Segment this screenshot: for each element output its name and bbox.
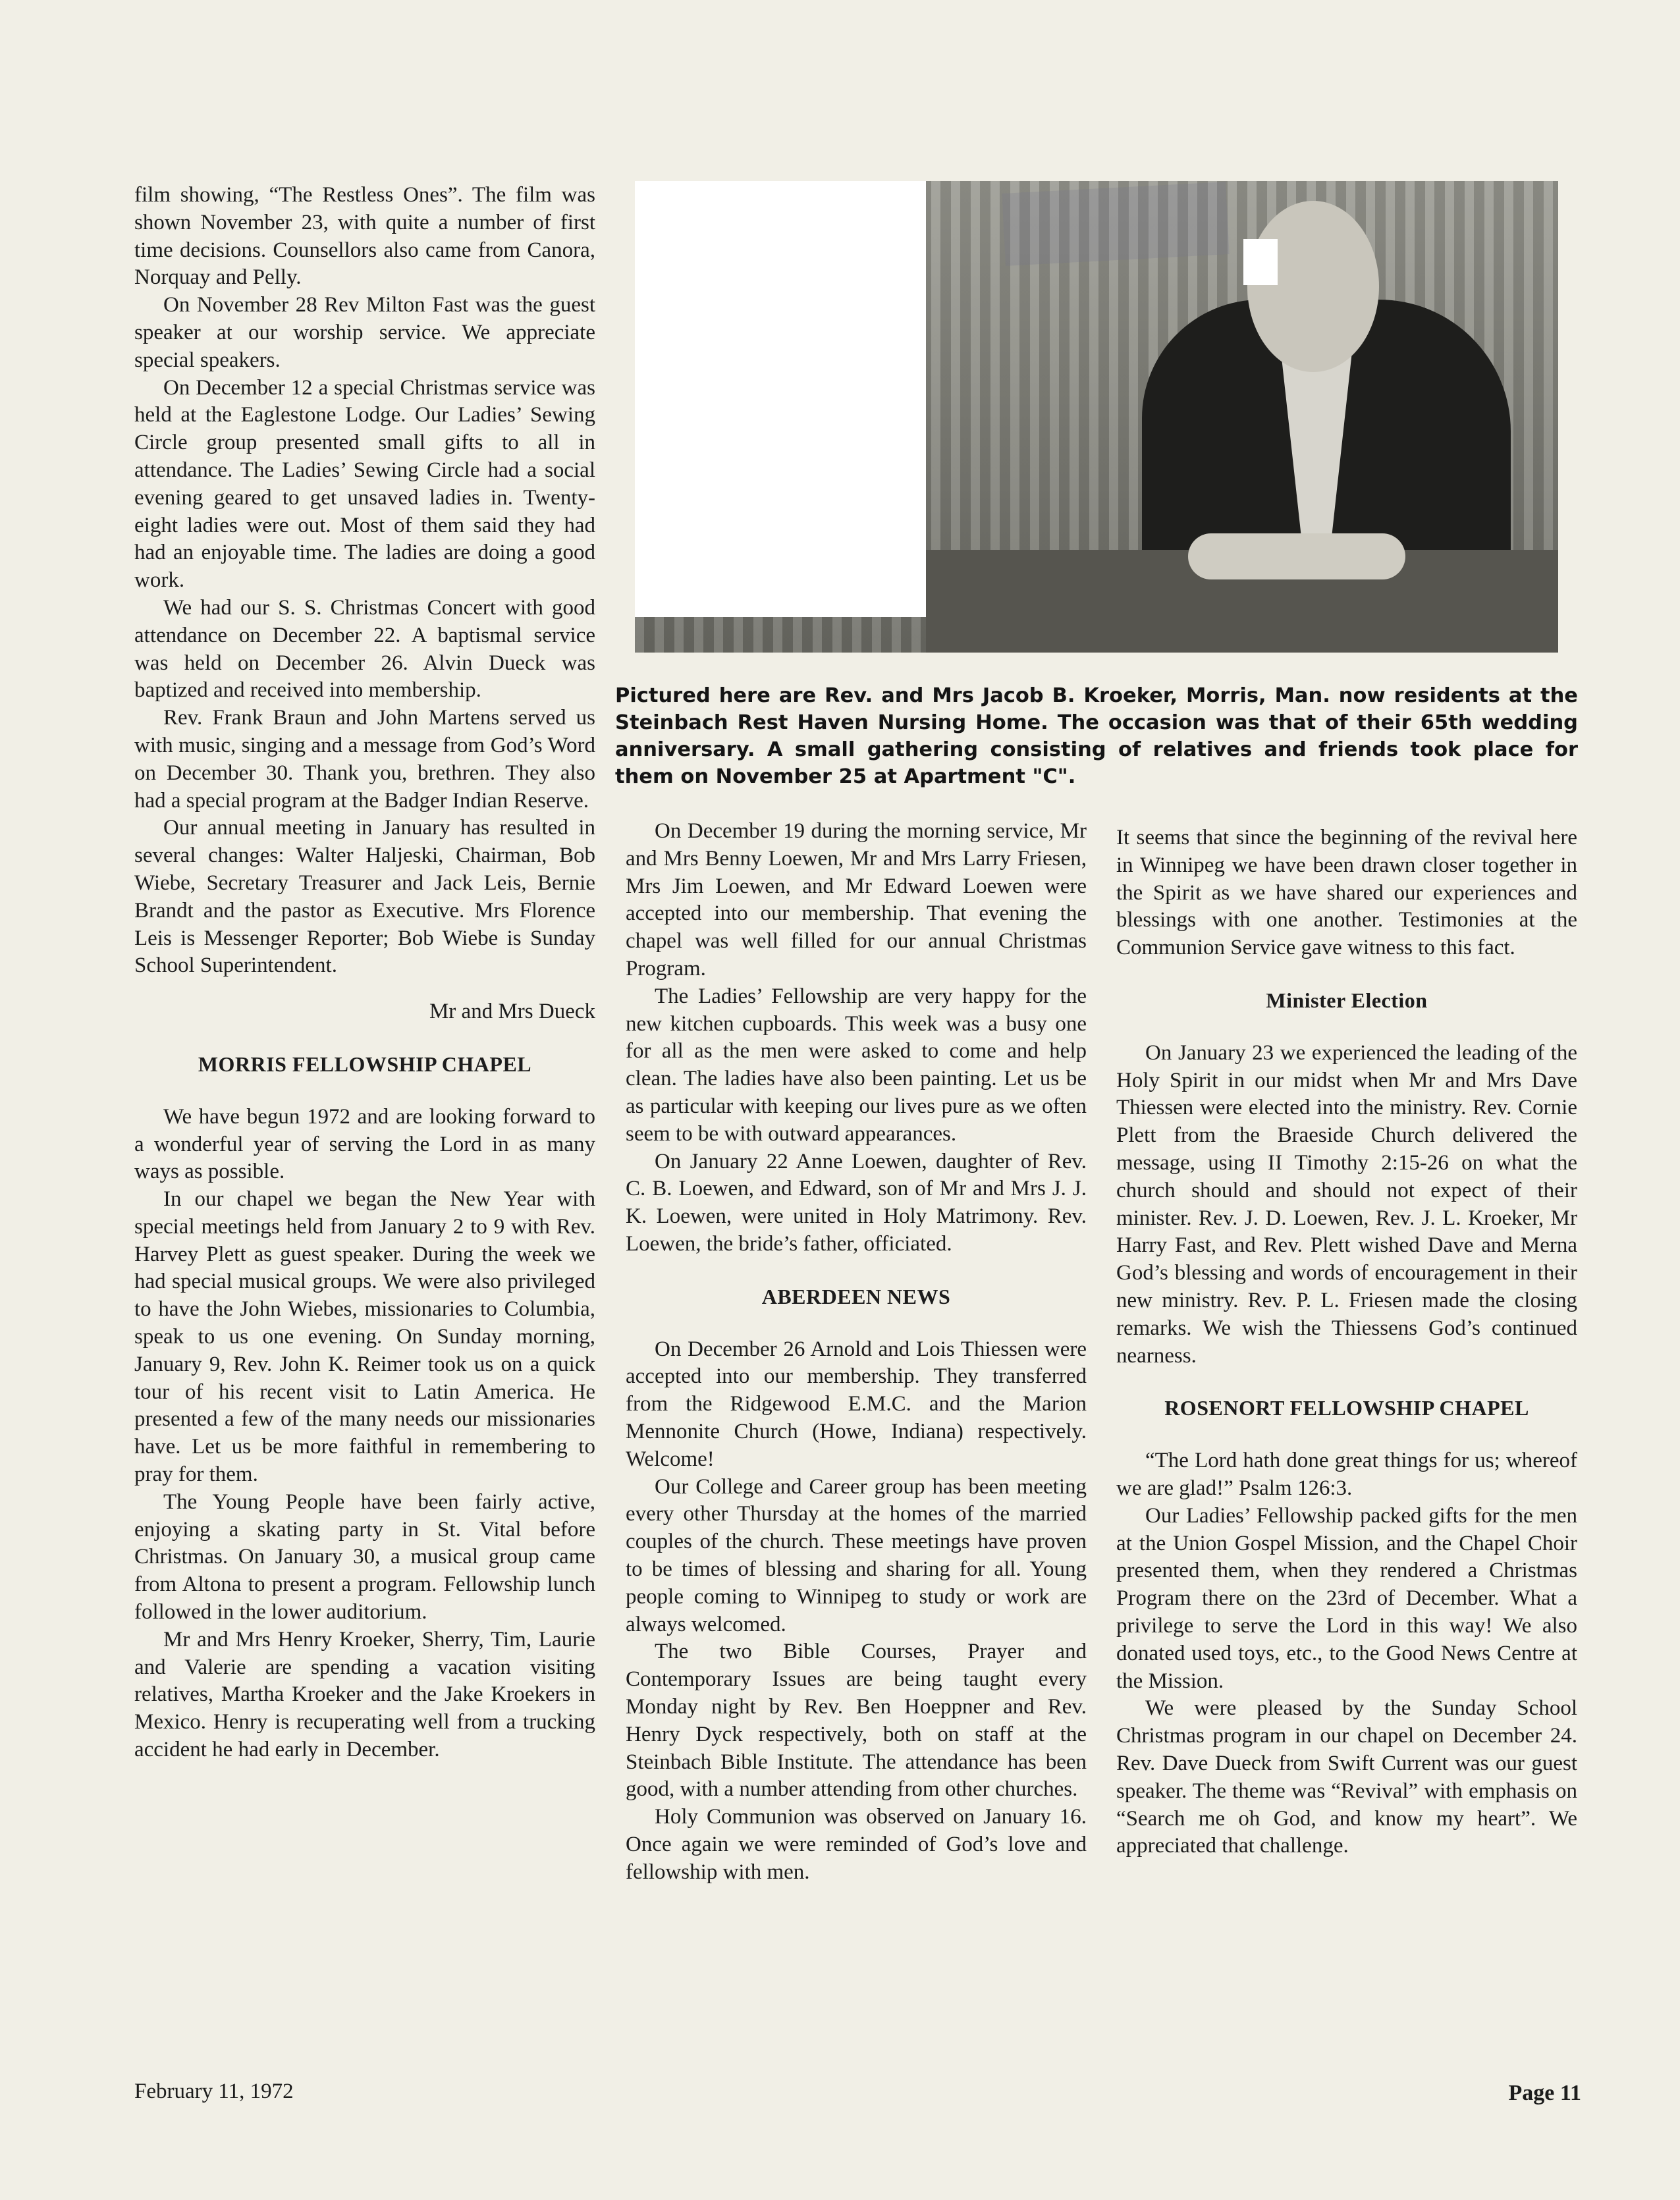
column-2 bbox=[626, 818, 1087, 1886]
paragraph: On December 12 a special Christmas service was held at the Eaglestone Lodge. Our Ladies’ Sewing Circle group presented small gifts to all in attendance. The Ladies’ Sewing Circle had a social evening geared to get unsaved ladies in. Twenty-eight ladies were out. Most of them said they had had an enjoyable time. The ladies are doing a good work. bbox=[134, 375, 595, 593]
paragraph: “The Lord hath done great things for us; whereof we are glad!” Psalm 126:3. bbox=[1116, 1449, 1577, 1500]
paragraph: The Ladies’ Fellowship are very happy for the new kitchen cupboards. This week was a busy one for all as the men were asked to come and help clean. The ladies have also been painting. Let us be as particular with keeping our lives pure as we often seem to be with outward appearances. bbox=[626, 984, 1087, 1146]
photo-man-head bbox=[1247, 201, 1379, 372]
page-number: Page 11 bbox=[1508, 2081, 1581, 2105]
paragraph: On January 22 Anne Loewen, daughter of Rev. C. B. Loewen, and Edward, son of Mr and Mrs J. J. K. Loewen, were united in Holy Matrimony. Rev. Loewen, the bride’s father, officiated. bbox=[626, 1149, 1087, 1256]
paragraph: We had our S. S. Christmas Concert with good attendance on December 22. A baptismal service was held on December 26. Alvin Dueck was baptized and received into membership. bbox=[134, 595, 595, 703]
column-3 bbox=[1116, 824, 1577, 1860]
paragraph: Rev. Frank Braun and John Martens served us with music, singing and a message from God’s Word on December 30. Thank you, brethren. They also had a special program at the Badger Indian Reserve. bbox=[134, 706, 595, 813]
paragraph: We have begun 1972 and are looking forward to a wonderful year of serving the Lord in as many ways as possible. bbox=[134, 1104, 595, 1184]
photo-redacted-area bbox=[635, 181, 926, 617]
paragraph: In our chapel we began the New Year with special meetings held from January 2 to 9 with Rev. Harvey Plett as guest speaker. During the week we had special musical groups. We were also privileged to have the John Wiebes, missionaries to Columbia, speak to us one evening. On Sunday morning, January 9, Rev. John K. Reimer took us on a quick tour of his recent visit to Latin America. He presented a few of the many needs our missionaries have. Let us be more faithful in remembering to pray for them. bbox=[134, 1187, 595, 1487]
paragraph: On November 28 Rev Milton Fast was the guest speaker at our worship service. We appreciate special speakers. bbox=[134, 293, 595, 372]
paragraph: We were pleased by the Sunday School Christmas program in our chapel on December 24. Rev. Dave Dueck from Swift Current was our guest speaker. The theme was “Revival” with emphasis on “Search me oh God, and know my heart”. We appreciated that challenge. bbox=[1116, 1696, 1577, 1858]
photo-man-hands bbox=[1188, 533, 1405, 579]
paragraph: Holy Communion was observed on January 16. Once again we were reminded of God’s love and fellowship with men. bbox=[626, 1805, 1087, 1884]
paragraph: On December 26 Arnold and Lois Thiessen were accepted into our membership. They transferred from the Ridgewood E.M.C. and the Marion Mennonite Church (Howe, Indiana) respectively. Welcome! bbox=[626, 1337, 1087, 1471]
author-signature: Mr and Mrs Dueck bbox=[429, 1000, 595, 1024]
paragraph: On December 19 during the morning service, Mr and Mrs Benny Loewen, Mr and Mrs Larry Friesen, Mrs Jim Loewen, and Mr Edward Loewen were accepted into our membership. That evening the chapel was well filled for our annual Christmas Program. bbox=[626, 819, 1087, 980]
paragraph: Our annual meeting in January has resulted in several changes: Walter Haljeski, Chairman, Bob Wiebe, Secretary Treasurer and Jack Leis, Bernie Brandt and the pastor as Executive. Mrs Florence Leis is Messenger Reporter; Bob Wiebe is Sunday School Superintendent. bbox=[134, 816, 595, 978]
paragraph: The Young People have been fairly active, enjoying a skating party in St. Vital before Christmas. On January 30, a musical group came from Altona to present a program. Fellowship lunch followed in the lower auditorium. bbox=[134, 1489, 595, 1624]
anniversary-photo bbox=[635, 181, 1558, 653]
paragraph: The two Bible Courses, Prayer and Contemporary Issues are being taught every Monday night by Rev. Ben Hoeppner and Rev. Henry Dyck respectively, both on staff at the Steinbach Bible Institute. The attendance has been good, with a number attending from other churches. bbox=[626, 1640, 1087, 1802]
section-heading-rosenort: ROSENORT FELLOWSHIP CHAPEL bbox=[1164, 1396, 1529, 1420]
section-heading-aberdeen: ABERDEEN NEWS bbox=[761, 1284, 951, 1308]
paragraph: It seems that since the beginning of the revival here in Winnipeg we have been drawn closer together in the Spirit as we have shared our experiences and blessings with one another. Testimonies at the Communion Service gave witness to this fact. bbox=[1116, 826, 1577, 960]
section-heading-minister-election: Minister Election bbox=[1266, 988, 1428, 1012]
paragraph: film showing, “The Restless Ones”. The film was shown November 23, with quite a number of first time decisions. Counsellors also came from Canora, Norquay and Pelly. bbox=[134, 183, 595, 290]
paragraph: Mr and Mrs Henry Kroeker, Sherry, Tim, Laurie and Valerie are spending a vacation visiting relatives, Martha Kroeker and the Jake Kroekers in Mexico. Henry is recuperating well from a trucking accident he had early in December. bbox=[134, 1627, 595, 1762]
photo-caption: Pictured here are Rev. and Mrs Jacob B. Kroeker, Morris, Man. now residents at the Steinbach Rest Haven Nursing Home. The occasion was that of their 65th wedding anniversary. A small gathering consisting of relatives and friends took place for them on November 25 at Apartment "C". bbox=[615, 684, 1578, 788]
paragraph: Our College and Career group has been meeting every other Thursday at the homes of the married couples of the church. These meetings have proven to be times of blessing and sharing for all. Young people coming to Winnipeg to study or work are always welcomed. bbox=[626, 1474, 1087, 1636]
paragraph: Our Ladies’ Fellowship packed gifts for the men at the Union Gospel Mission, and the Chapel Choir presented them, when they rendered a Christmas Program there on the 23rd of December. What a privilege to serve the Lord in this way! We also donated used toys, etc., to the Good News Centre at the Mission. bbox=[1116, 1503, 1577, 1693]
footer-date: February 11, 1972 bbox=[134, 2079, 294, 2103]
section-heading-morris: MORRIS FELLOWSHIP CHAPEL bbox=[198, 1052, 532, 1076]
photo-stamp-mark bbox=[1002, 182, 1229, 266]
column-1 bbox=[134, 182, 595, 1764]
paragraph: On January 23 we experienced the leading of the Holy Spirit in our midst when Mr and Mrs Dave Thiessen were elected into the ministry. Rev. Cornie Plett from the Braeside Church delivered the message, using II Timothy 2:15-26 on what the church should and should not expect of their minister. Rev. J. D. Loewen, Rev. J. L. Kroeker, Mr Harry Fast, and Rev. Plett wished Dave and Merna God’s blessing and words of encouragement in their new ministry. Rev. P. L. Friesen made the closing remarks. We wish the Thiessens God’s continued nearness. bbox=[1116, 1040, 1577, 1368]
photo-redacted-patch bbox=[1243, 239, 1278, 285]
